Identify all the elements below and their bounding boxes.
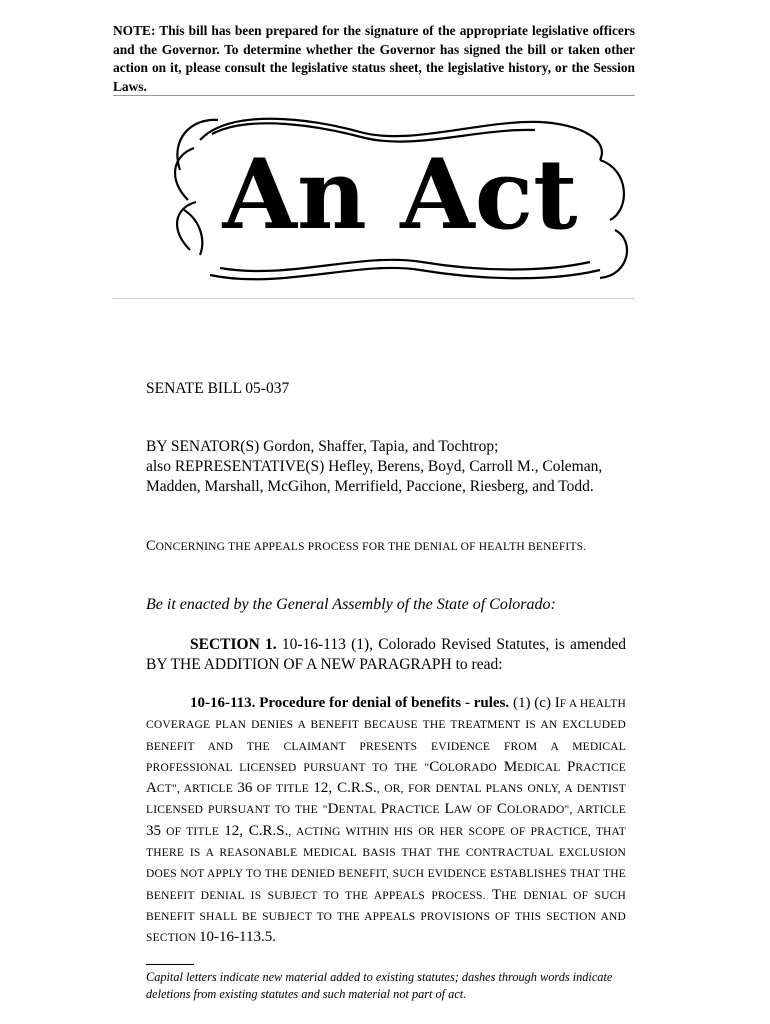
house-sponsors: also REPRESENTATIVE(S) Hefley, Berens, Boyd, Carroll M., Coleman, Madden, Marshall, McGihon, Merrifield, Paccione, Riesberg, and Todd.	[146, 458, 603, 495]
section-1	[146, 635, 626, 675]
an-act-seal	[160, 100, 640, 290]
signature-note: NOTE: This bill has been prepared for the signature of the appropriate legislative officers and the Governor. To determine whether the Governor has signed the bill or taken other action on it, please consult the legislative status sheet, the legislative history, or the Session Laws.	[113, 23, 635, 94]
statute-subsection: (1) (c)	[513, 695, 551, 711]
bill-number: SENATE BILL 05-037	[146, 380, 290, 397]
statute-text: 10-16-113. Procedure for denial of benefits - rules. (1) (c) IF A HEALTH COVERAGE PLAN DENIES A BENEFIT BECAUSE THE TREATMENT IS AN EXCLUDED BENEFIT AND THE CLAIMANT PRESENTS EVIDENCE FROM A MEDICAL PROFESSIONAL LICENSED PURSUANT TO THE "COLORADO MEDICAL PRACTICE ACT", ARTICLE 36 OF TITLE 12, C.R.S., OR, FOR DENTAL PLANS ONLY, A DENTIST LICENSED PURSUANT TO THE "DENTAL PRACTICE LAW OF COLORADO", ARTICLE 35 OF TITLE 12, C.R.S., ACTING WITHIN HIS OR HER SCOPE OF PRACTICE, THAT THERE IS A REASONABLE MEDICAL BASIS THAT THE CONTRACTUAL EXCLUSION DOES NOT APPLY TO THE DENIED BENEFIT, SUCH EVIDENCE ESTABLISHES THAT THE BENEFIT DENIAL IS SUBJECT TO THE APPEALS PROCESS. THE DENIAL OF SUCH BENEFIT SHALL BE SUBJECT TO THE APPEALS PROVISIONS OF THIS SECTION AND SECTION 10-16-113.5.	[146, 695, 627, 946]
senate-sponsors: BY SENATOR(S) Gordon, Shaffer, Tapia, and Tochtrop;	[146, 438, 499, 455]
statute-heading: 10-16-113. Procedure for denial of benefits - rules.	[190, 695, 510, 711]
section-1-text: 10-16-113 (1), Colorado Revised Statutes, is amended BY THE ADDITION OF A NEW PARAGRAPH to read:	[146, 636, 627, 673]
sponsors	[146, 437, 636, 497]
bill-title-text: ONCERNING THE APPEALS PROCESS FOR THE DENIAL OF HEALTH BENEFITS.	[155, 541, 587, 553]
seal-rule	[113, 298, 635, 299]
section-1-heading: SECTION 1.	[190, 636, 277, 653]
footnote-rule	[146, 964, 194, 965]
header-rule	[113, 95, 635, 96]
enacting-clause: Be it enacted by the General Assembly of the State of Colorado:	[146, 596, 556, 613]
bill-title-initial: C	[146, 538, 156, 554]
bill-title	[146, 536, 626, 557]
seal-title: An Act	[222, 138, 578, 251]
footnote: Capital letters indicate new material added to existing statutes; dashes through words indicate deletions from existing statutes and such material not part of act.	[146, 970, 613, 1001]
